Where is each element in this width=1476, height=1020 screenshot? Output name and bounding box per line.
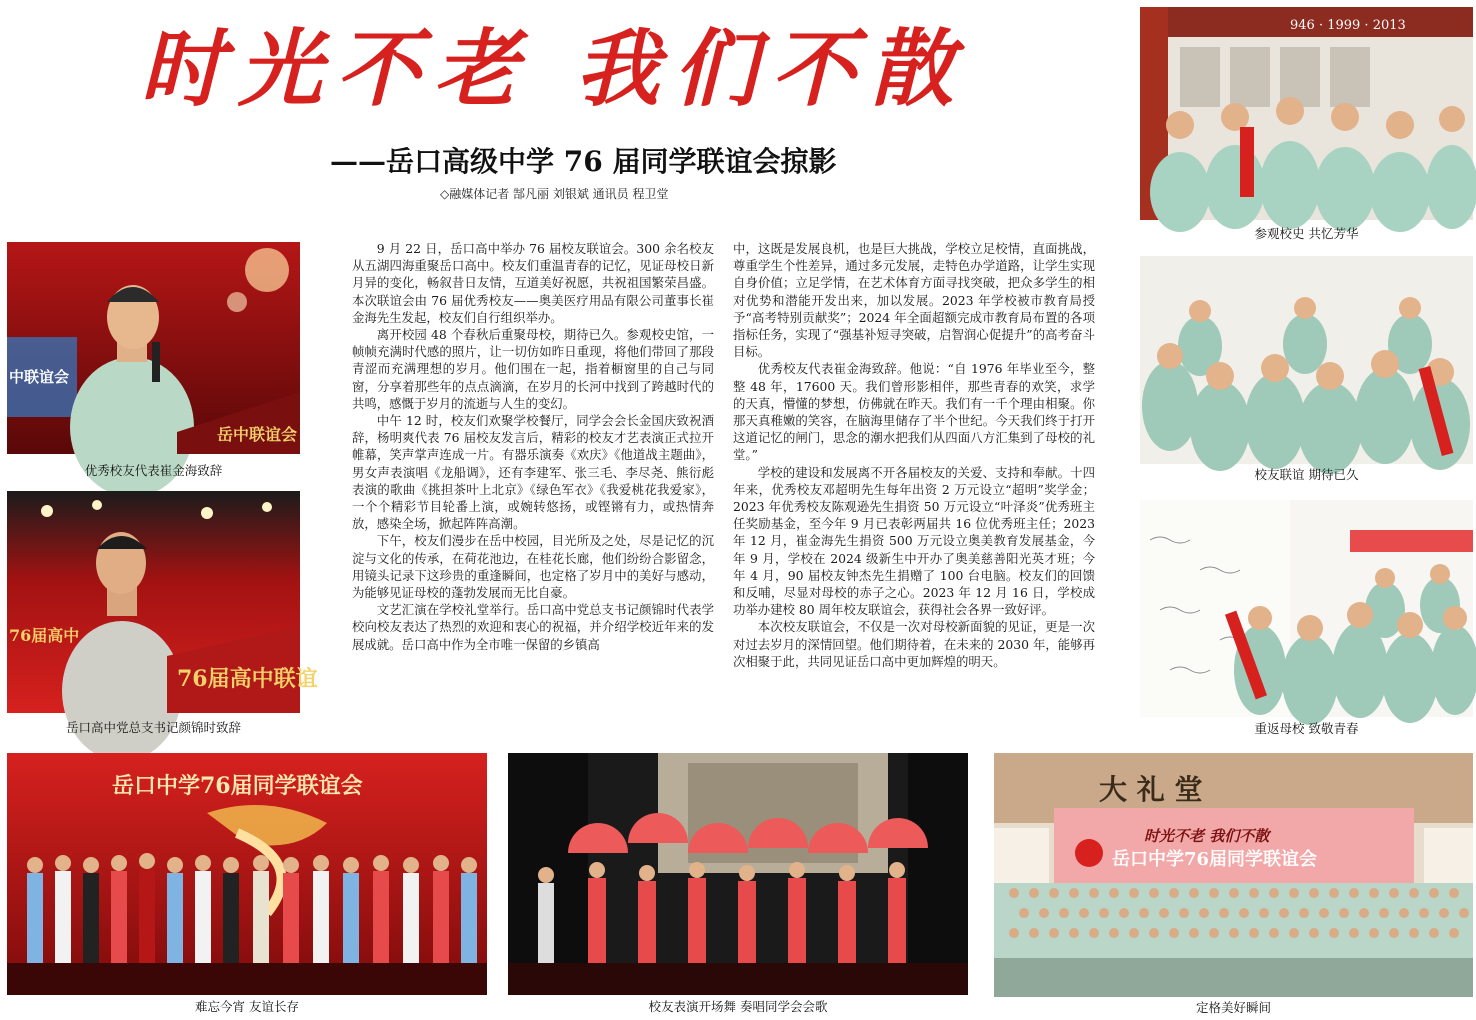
stage-banner-text: 76届高中 [9, 626, 80, 645]
photo-group-portrait [994, 753, 1473, 997]
paragraph: 离开校园 48 个春秋后重聚母校，期待已久。参观校史馆，一帧帧充满时代感的照片，让一切仿如昨日重现，将他们带回了那段青涩而充满理想的岁月。他们围在一起，指着橱窗里的自己与同窗，分享着那些年的点点滴滴，在岁月的长河中找到了跨越时代的共鸣，感慨于岁月的流逝与人生的变幻。 [352, 327, 714, 411]
photo-museum-visit [1140, 7, 1473, 220]
lectern-text: 岳中联谊会 [217, 425, 298, 444]
wall-years: 946 · 1999 · 2013 [1290, 18, 1406, 33]
photo-caption: 难忘今宵 友谊长存 [195, 999, 299, 1014]
banner-line-2: 岳口中学76届同学联谊会 [1112, 849, 1318, 870]
photo-caption: 参观校史 共忆芳华 [1254, 226, 1359, 241]
photo-caption: 岳口高中党总支书记颜锦时致辞 [65, 720, 241, 735]
paragraph: 9 月 22 日，岳口高中举办 76 届校友联谊会。300 余名校友从五湖四海重聚岳口高中。校友们重温青春的记忆，见证母校日新月异的变化，畅叙昔日友情，互道美好祝愿，共祝祖国繁荣昌盛。本次联谊会由 76 届优秀校友——奥美医疗用品有限公司董事长崔金海先生发起，校友们自行组织举办。 [352, 241, 714, 325]
byline: ◇融媒体记者 郜凡丽 刘银斌 通讯员 程卫堂 [440, 187, 669, 201]
paragraph: 中，这既是发展良机，也是巨大挑战，学校立足校情，直面挑战，尊重学生个性差异，通过多元发展，走特色办学道路，让学生实现自身价值；立足学情，在艺术体育方面寻找突破，把众多学生的相对优势和潜能开发出来，加以发展。2023 年学校被市教育局授予“高考特别贡献奖”；2024 年全面超额完成市教育局布置的各项指标任务，实现了“强基补短寻突破，启智润心促提升”的高考奋斗目标。 [733, 241, 1095, 360]
photo-speaker-yan [7, 491, 318, 713]
photo-caption: 校友表演开场舞 奏唱同学会会歌 [648, 999, 828, 1014]
photo-caption: 优秀校友代表崔金海致辞 [84, 463, 223, 478]
photo-signing-wall [1140, 500, 1473, 717]
paragraph: 本次校友联谊会，不仅是一次对母校新面貌的见证，更是一次对过去岁月的深情回望。他们期待着，在未来的 2030 年，能够再次相聚于此，共同见证岳口高中更加辉煌的明天。 [733, 619, 1095, 669]
photo-caption: 校友联谊 期待已久 [1254, 467, 1359, 482]
paragraph: 文艺汇演在学校礼堂举行。岳口高中党总支书记颜锦时代表学校向校友表达了热烈的欢迎和衷心的祝福，并介绍学校近年来的发展成就。岳口高中作为全市唯一保留的乡镇高 [352, 602, 714, 652]
paragraph: 下午，校友们漫步在岳中校园，目光所及之处，尽是记忆的沉淀与文化的传承，在荷花池边，在桂花长廊，他们纷纷合影留念，用镜头记录下这珍贵的重逢瞬间，也定格了岁月中的美好与感动，为能够见证母校的蓬勃发展而无比自豪。 [352, 533, 714, 601]
headline-title: 时光不老 我们不散 [140, 19, 968, 118]
article-column-2 [733, 240, 1095, 718]
paragraph: 优秀校友代表崔金海致辞。他说：“自 1976 年毕业至今，整整 48 年，17600 天。我们曾形影相伴，那些青春的欢笑，求学的天真，懵懂的梦想，仿佛就在昨天。我们有一千个理由相聚。你那天真稚嫩的笑容，在脑海里储存了半个世纪。今天我们终于打开这道记忆的闸门，思念的潮水把我们从四面八方汇集到了母校的礼堂。” [733, 361, 1095, 463]
banner-line-1: 时光不老 我们不散 [1144, 827, 1270, 845]
photo-alumni-greeting [1140, 256, 1473, 464]
paragraph: 中午 12 时，校友们欢聚学校餐厅，同学会会长金国庆致祝酒辞，杨明爽代表 76 届校友发言后，精彩的校友才艺表演正式拉开帷幕，笑声掌声连成一片。有器乐演奏《欢庆》《他道战主题曲》，男女声表演唱《龙船调》，还有李建军、张三毛、李尽尧、熊衍彪表演的歌曲《挑担茶叶上北京》《绿色军衣》《我爱桃花我爱家》，一个个精彩节目轮番上演，或婉转悠扬，或铿锵有力，或热情奔放，感染全场，掀起阵阵高潮。 [352, 413, 714, 532]
stage-banner-text: 岳口中学76届同学联谊会 [112, 773, 363, 799]
headline-subtitle: ——岳口高级中学 76 届同学联谊会掠影 [330, 145, 837, 178]
paragraph: 学校的建设和发展离不开各届校友的关爱、支持和奉献。十四年来，优秀校友邓超明先生每年出资 2 万元设立“超明”奖学金；2023 年优秀校友陈观逊先生捐资 50 万元设立“叶泽炎”优秀班主任奖励基金，至今年 9 月已表彰两届共 16 位优秀班主任；2023 年 12 月，崔金海先生捐资 500 万元设立奥美教育发展基金，今年 9 月，学校在 2024 级新生中开办了奥美慈善阳光英才班；今年 4 月，90 届校友钟杰先生捐赠了 100 台电脑。校友们的回馈和反哺，尽显对母校的赤子之心。2023 年 12 月 16 日，学校成功举办建校 80 周年校友联谊会，获得社会各界一致好评。 [733, 464, 1095, 618]
photo-speaker-cui [7, 242, 300, 454]
photo-fan-dance [508, 753, 968, 995]
photo-caption: 定格美好瞬间 [1195, 1000, 1271, 1015]
photo-stage-singing [7, 753, 487, 995]
stage-banner-text: 中联谊会 [9, 368, 70, 386]
article-column-1 [352, 240, 714, 718]
lectern-text: 76届高中联谊 [177, 666, 318, 692]
building-sign: 大 礼 堂 [1099, 773, 1203, 806]
photo-caption: 重返母校 致敬青春 [1254, 721, 1359, 736]
